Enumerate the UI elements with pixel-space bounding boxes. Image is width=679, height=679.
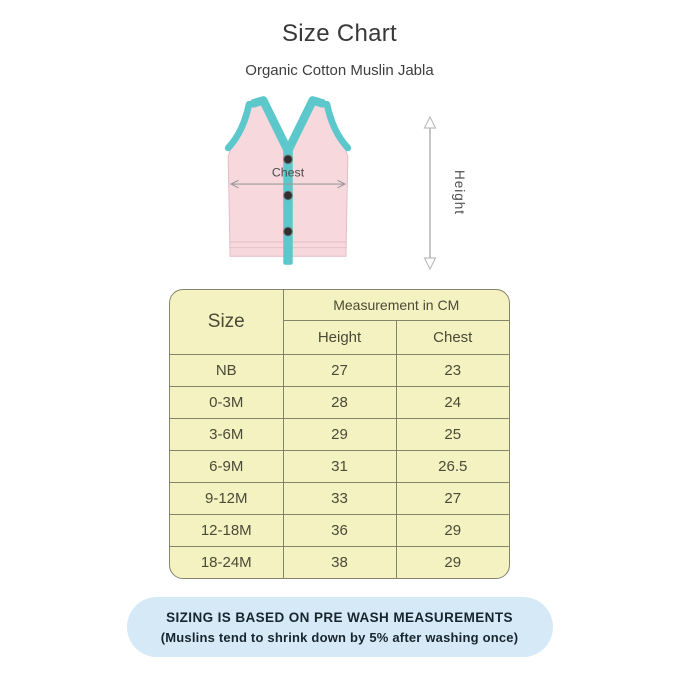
size-cell: 12-18M (170, 514, 283, 546)
height-cell: 29 (283, 418, 396, 450)
page-subtitle: Organic Cotton Muslin Jabla (245, 62, 434, 79)
table-row (170, 354, 509, 386)
chest-cell: 23 (396, 354, 509, 386)
table-row (170, 386, 509, 418)
sizing-note-line1: SIZING IS BASED ON PRE WASH MEASUREMENTS (166, 609, 513, 625)
chest-cell: 27 (396, 482, 509, 514)
height-cell: 27 (283, 354, 396, 386)
sizing-note-line2: (Muslins tend to shrink down by 5% after washing once) (160, 629, 519, 645)
vest-button-middle (284, 191, 293, 200)
page-title: Size Chart (281, 20, 398, 47)
size-cell: 6-9M (170, 450, 283, 482)
height-cell: 36 (283, 514, 396, 546)
height-arrow-icon (420, 115, 440, 271)
table-row (170, 514, 509, 546)
vest-button-top (284, 155, 293, 164)
measurement-header: Measurement in CM (283, 290, 509, 320)
size-cell: 3-6M (170, 418, 283, 450)
chest-cell: 29 (396, 546, 509, 578)
chest-column-header: Chest (396, 320, 509, 354)
height-measurement-group (420, 115, 467, 271)
chest-cell: 29 (396, 514, 509, 546)
height-cell: 28 (283, 386, 396, 418)
height-column-header: Height (283, 320, 396, 354)
size-column-header: Size (170, 290, 283, 354)
chest-label: Chest (271, 165, 305, 180)
table-row (170, 450, 509, 482)
size-table-container (169, 289, 510, 579)
size-cell: 18-24M (170, 546, 283, 578)
vest-button-bottom (284, 227, 293, 236)
size-table (170, 290, 509, 578)
table-row (170, 482, 509, 514)
height-cell: 38 (283, 546, 396, 578)
chest-cell: 25 (396, 418, 509, 450)
chest-cell: 24 (396, 386, 509, 418)
table-row (170, 418, 509, 450)
size-cell: NB (170, 354, 283, 386)
height-cell: 31 (283, 450, 396, 482)
jabla-vest-illustration (212, 96, 364, 274)
table-row (170, 546, 509, 578)
garment-illustration (0, 96, 679, 274)
size-cell: 0-3M (170, 386, 283, 418)
chest-cell: 26.5 (396, 450, 509, 482)
height-cell: 33 (283, 482, 396, 514)
height-label: Height (452, 170, 467, 216)
size-cell: 9-12M (170, 482, 283, 514)
sizing-note (127, 597, 553, 657)
